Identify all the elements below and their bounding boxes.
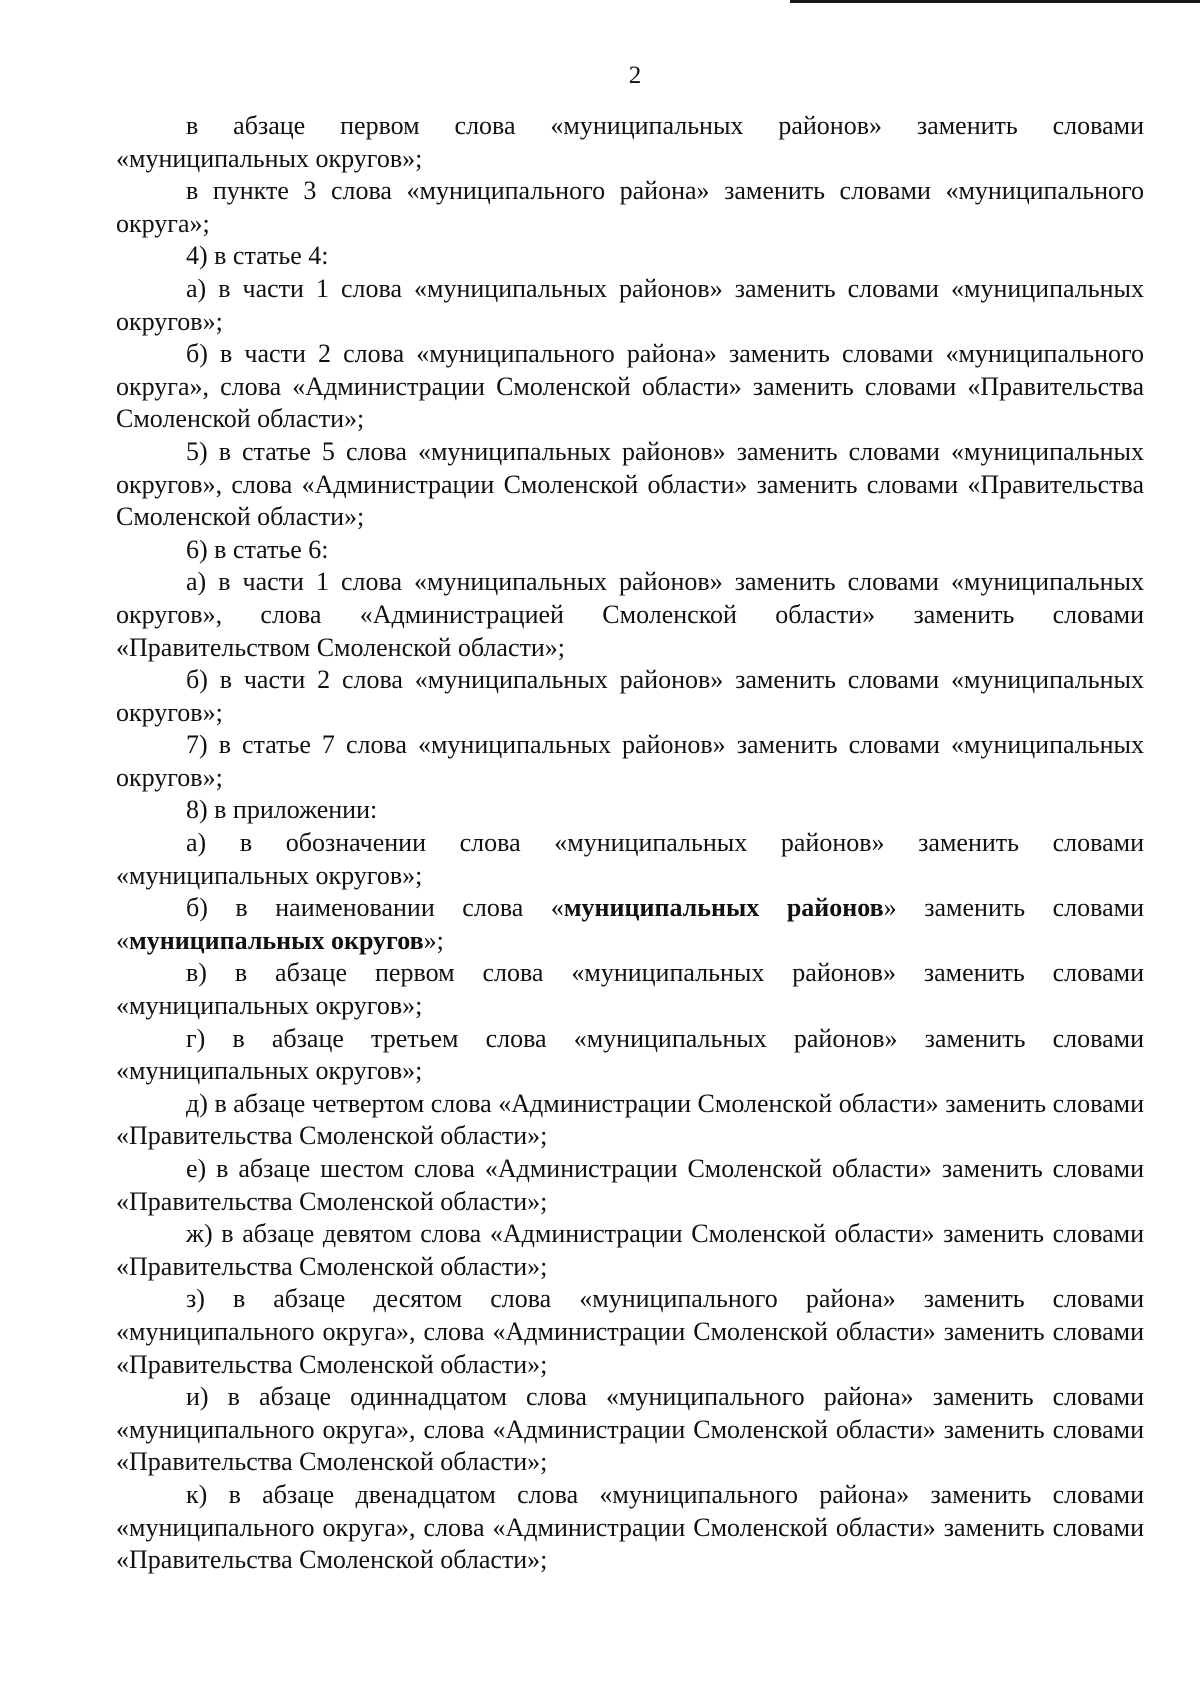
- paragraph: ж) в абзаце девятом слова «Администрации Смоленской области» заменить словами «Правительства Смоленской области»;: [116, 1219, 1144, 1281]
- paragraph: и) в абзаце одиннадцатом слова «муниципального района» заменить словами «муниципального округа», слова «Администрации Смоленской области» заменить словами «Правительства Смоленской области»;: [116, 1382, 1144, 1477]
- paragraph: 7) в статье 7 слова «муниципальных районов» заменить словами «муниципальных округов»;: [116, 730, 1144, 792]
- text-segment: »;: [423, 925, 444, 955]
- paragraph: в абзаце первом слова «муниципальных районов» заменить словами «муниципальных округов»;: [116, 111, 1144, 173]
- paragraph: б) в части 2 слова «муниципальных районов» заменить словами «муниципальных округов»;: [116, 665, 1144, 727]
- paragraph: 6) в статье 6:: [186, 534, 329, 564]
- paragraph: д) в абзаце четвертом слова «Администрации Смоленской области» заменить словами «Правительства Смоленской области»;: [116, 1088, 1144, 1151]
- paragraph: к) в абзаце двенадцатом слова «муниципального района» заменить словами «муниципального округа», слова «Администрации Смоленской области» заменить словами «Правительства Смоленской области»;: [116, 1479, 1144, 1575]
- text-segment: б) в наименовании слова «: [186, 893, 564, 923]
- page-number: 2: [628, 62, 642, 89]
- paragraph: а) в обозначении слова «муниципальных районов» заменить словами «муниципальных округов»;: [116, 828, 1144, 890]
- paragraph: б) в части 2 слова «муниципального района» заменить словами «муниципального округа», слова «Администрации Смоленской области» заменить словами «Правительства Смоленской области»;: [116, 339, 1144, 434]
- paragraph: а) в части 1 слова «муниципальных районов» заменить словами «муниципальных округов»;: [116, 273, 1144, 336]
- paragraph: в) в абзаце первом слова «муниципальных районов» заменить словами «муниципальных округов»;: [116, 958, 1144, 1021]
- paragraph: в пункте 3 слова «муниципального района» заменить словами «муниципального округа»;: [116, 176, 1144, 238]
- paragraph: 4) в статье 4:: [186, 241, 329, 271]
- paragraph: з) в абзаце десятом слова «муниципального района» заменить словами «муниципального округа», слова «Администрации Смоленской области» заменить словами «Правительства Смоленской области»;: [116, 1284, 1144, 1379]
- bold-phrase: муниципальных округов: [129, 925, 424, 955]
- paragraph: а) в части 1 слова «муниципальных районов» заменить словами «муниципальных округов», слова «Администрацией Смоленской области» заменить словами «Правительством Смоленской области»;: [116, 567, 1144, 662]
- document-body: [116, 110, 1144, 1577]
- paragraph: [116, 892, 1144, 957]
- paragraph: е) в абзаце шестом слова «Администрации Смоленской области» заменить словами «Правительства Смоленской области»;: [116, 1154, 1144, 1216]
- bold-phrase: муниципальных районов: [563, 893, 884, 923]
- top-border-line: [790, 0, 1200, 3]
- text-segment: » заменить словами «: [116, 893, 1144, 955]
- paragraph: 5) в статье 5 слова «муниципальных районов» заменить словами «муниципальных округов», слова «Администрации Смоленской области» заменить словами «Правительства Смоленской области»;: [116, 436, 1144, 532]
- paragraph: 8) в приложении:: [186, 795, 378, 825]
- paragraph: г) в абзаце третьем слова «муниципальных районов» заменить словами «муниципальных округов»;: [116, 1023, 1144, 1086]
